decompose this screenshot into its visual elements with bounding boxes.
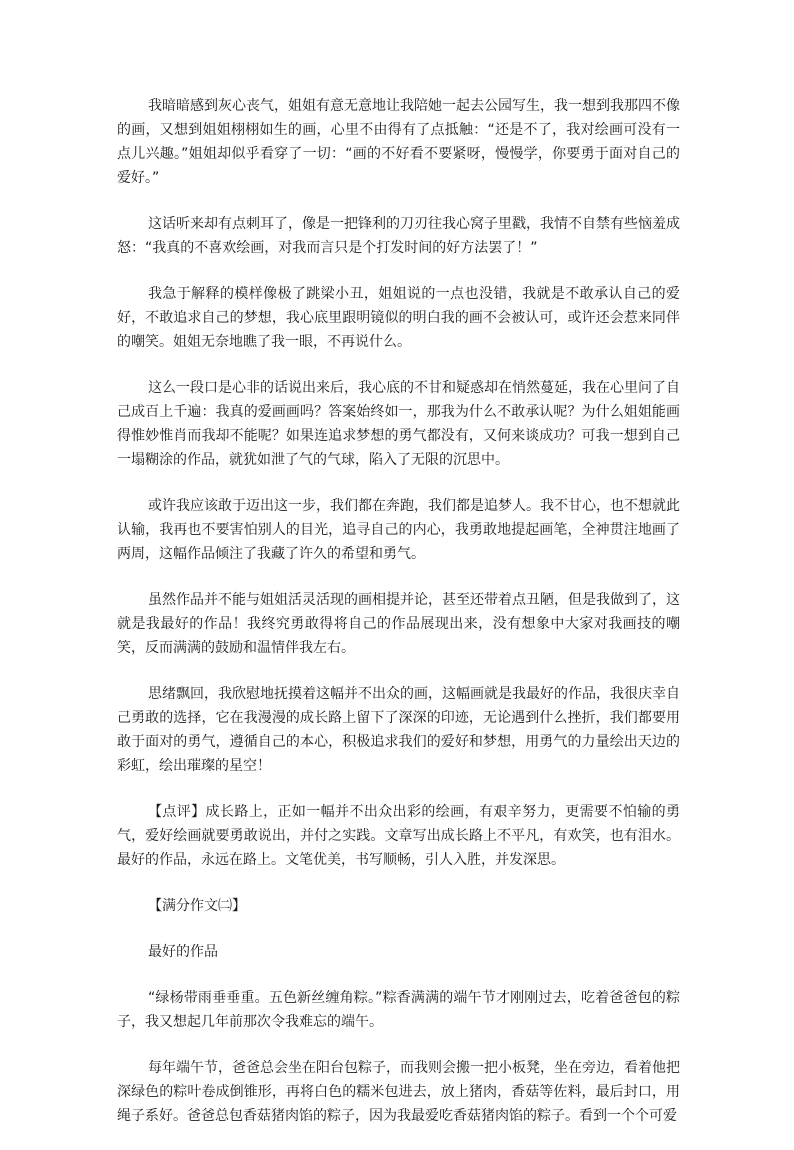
- paragraph-8: “绿杨带雨垂垂重。五色新丝缠角粽。”粽香满满的端午节才刚刚过去，吃着爸爸包的粽子，我又想起几年前那次令我难忘的端午。: [117, 990, 680, 1030]
- paragraph-5: 或许我应该敢于迈出这一步，我们都在奔跑，我们都是追梦人。我不甘心，也不想就此认输，我再也不要害怕别人的目光，追寻自己的内心，我勇敢地提起画笔，全神贯注地画了两周，这幅作品倾注了我藏了许久的希望和勇气。: [117, 498, 680, 562]
- paragraph-1: 我暗暗感到灰心丧气，姐姐有意无意地让我陪她一起去公园写生，我一想到我那四不像的画，又想到姐姐栩栩如生的画，心里不由得有了点抵触：“还是不了，我对绘画可没有一点儿兴趣。”姐姐却似乎看穿了一切：“画的不好看不要紧呀，慢慢学，你要勇于面对自己的爱好。”: [117, 98, 680, 186]
- paragraph-9: 每年端午节，爸爸总会坐在阳台包粽子，而我则会搬一把小板凳，坐在旁边，看着他把深绿色的粽叶卷成倒锥形，再将白色的糯米包进去，放上猪肉，香菇等佐料，最后封口，用绳子系好。爸爸总包香菇猪肉馅的粽子，因为我最爱吃香菇猪肉馅的粽子。看到一个个可爱: [117, 1060, 680, 1124]
- essay-body: [117, 94, 680, 1150]
- paragraph-3: 我急于解释的模样像极了跳梁小丑，姐姐说的一点也没错，我就是不敢承认自己的爱好，不敢追求自己的梦想，我心底里跟明镜似的明白我的画不会被认可，或许还会惹来同伴的嘲笑。姐姐无奈地瞧了我一眼，不再说什么。: [117, 286, 680, 350]
- paragraph-2: 这话听来却有点刺耳了，像是一把锋利的刀刃往我心窝子里戳，我情不自禁有些恼羞成怒：“我真的不喜欢绘画，对我而言只是个打发时间的好方法罢了！”: [117, 216, 680, 256]
- paragraph-7: 思绪飘回，我欣慰地抚摸着这幅并不出众的画，这幅画就是我最好的作品，我很庆幸自己勇敢的选择，它在我漫漫的成长路上留下了深深的印迹，无论遇到什么挫折，我们都要用敢于面对的勇气，遵循自己的本心，积极追求我们的爱好和梦想，用勇气的力量绘出天边的彩虹，绘出璀璨的星空！: [117, 686, 680, 774]
- section-heading: 【满分作文㈡】: [148, 898, 246, 914]
- essay-title: 最好的作品: [148, 944, 218, 960]
- comment-paragraph: 【点评】成长路上，正如一幅并不出众出彩的绘画，有艰辛努力，更需要不怕输的勇气，爱好绘画就要勇敢说出，并付之实践。文章写出成长路上不平凡，有欢笑，也有泪水。最好的作品，永远在路上。文笔优美，书写顺畅，引人入胜，并发深思。: [117, 804, 680, 868]
- paragraph-4: 这么一段口是心非的话说出来后，我心底的不甘和疑惑却在悄然蔓延，我在心里问了自己成百上千遍：我真的爱画画吗？答案始终如一，那我为什么不敢承认呢？为什么姐姐能画得惟妙惟肖而我却不能呢？如果连追求梦想的勇气都没有，又何来谈成功？可我一想到自己一塌糊涂的作品，就犹如泄了气的气球，陷入了无限的沉思中。: [117, 380, 680, 468]
- paragraph-6: 虽然作品并不能与姐姐活灵活现的画相提并论，甚至还带着点丑陋，但是我做到了，这就是我最好的作品！我终究勇敢得将自己的作品展现出来，没有想象中大家对我画技的嘲笑，反而满满的鼓励和温情伴我左右。: [117, 592, 680, 656]
